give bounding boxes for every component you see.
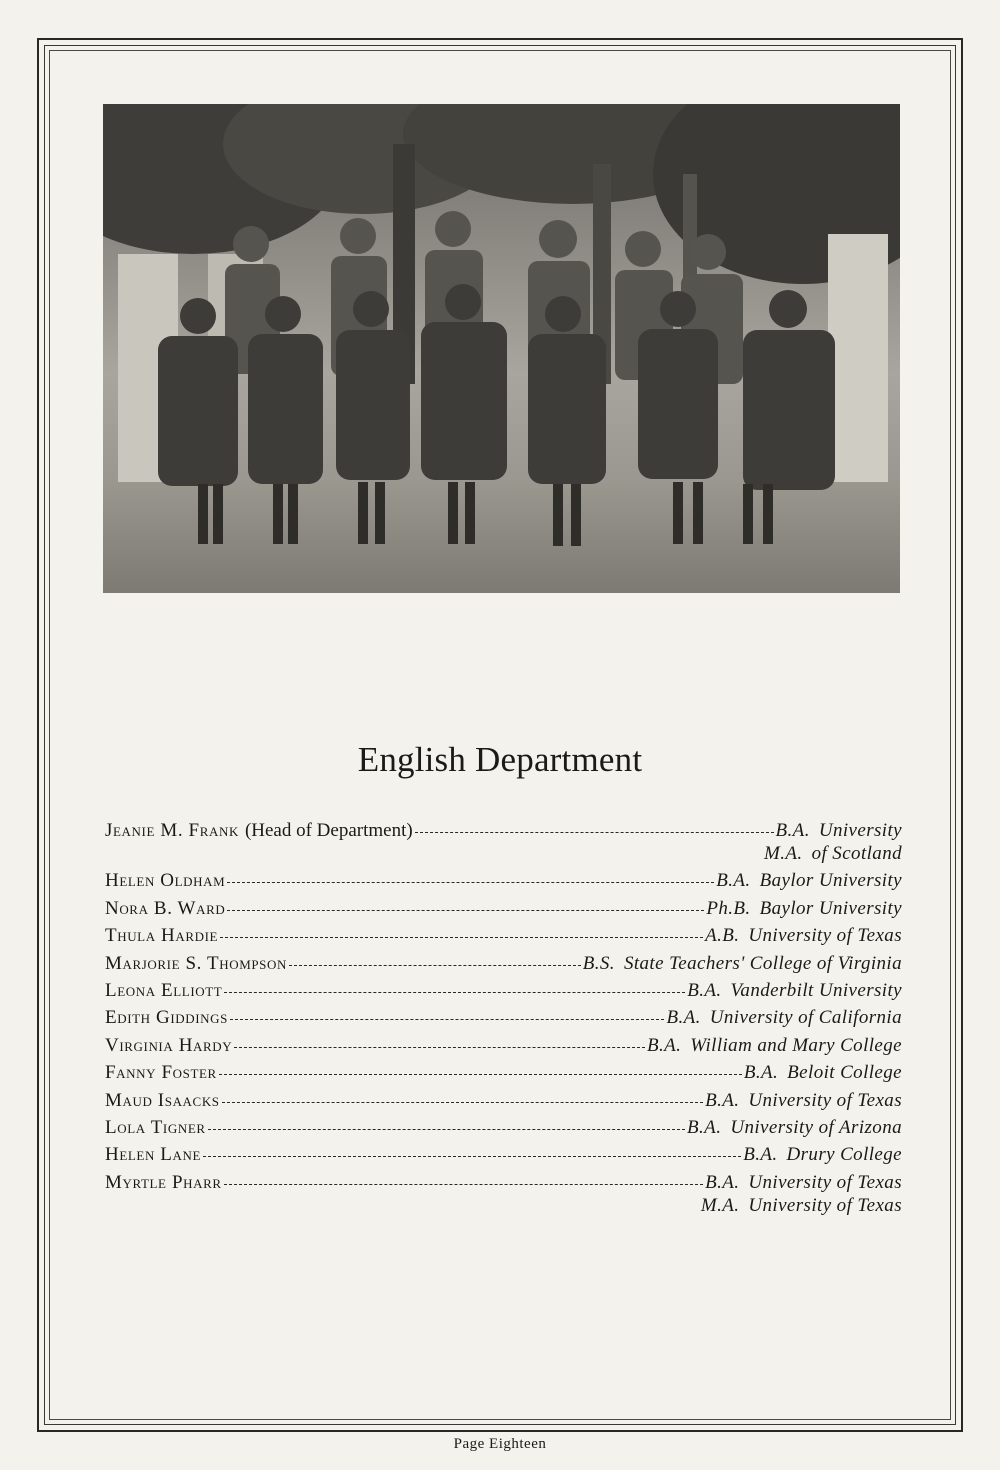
faculty-name: Helen Oldham bbox=[105, 870, 226, 892]
faculty-extra-school: University of Texas bbox=[748, 1194, 902, 1216]
faculty-school: Baylor University bbox=[759, 897, 902, 919]
faculty-name: Virginia Hardy bbox=[105, 1034, 233, 1056]
faculty-degree: A.B. bbox=[705, 925, 740, 947]
faculty-degree: B.A. bbox=[775, 820, 810, 841]
faculty-name: Jeanie M. Frank bbox=[105, 820, 239, 841]
faculty-name: Lola Tigner bbox=[105, 1116, 206, 1138]
faculty-name: Marjorie S. Thompson bbox=[105, 952, 287, 974]
faculty-row bbox=[105, 898, 902, 925]
faculty-degree: B.S. bbox=[582, 952, 615, 974]
dot-leader bbox=[234, 1047, 645, 1048]
faculty-name: Leona Elliott bbox=[105, 979, 223, 1001]
faculty-degree: B.A. bbox=[705, 1171, 740, 1193]
faculty-row bbox=[105, 1172, 902, 1195]
faculty-row bbox=[105, 1035, 902, 1062]
faculty-school: University of Texas bbox=[748, 1171, 902, 1193]
dot-leader bbox=[224, 1184, 703, 1185]
dot-leader bbox=[220, 937, 703, 938]
faculty-degree: B.A. bbox=[743, 1062, 779, 1084]
faculty-row bbox=[105, 1062, 902, 1089]
faculty-row bbox=[105, 1090, 902, 1117]
faculty-extra-degree: M.A. bbox=[700, 1194, 740, 1216]
faculty-extra-degree-row bbox=[105, 1195, 902, 1222]
faculty-degree: B.A. bbox=[687, 1116, 722, 1138]
faculty-degree: B.A. bbox=[646, 1034, 682, 1056]
faculty-note: (Head of Department) bbox=[244, 820, 413, 841]
faculty-roster bbox=[105, 820, 902, 1222]
faculty-degree: B.A. bbox=[716, 870, 751, 892]
dot-leader bbox=[219, 1074, 742, 1075]
faculty-name: Thula Hardie bbox=[105, 925, 219, 947]
faculty-name: Nora B. Ward bbox=[105, 897, 226, 919]
faculty-extra-school: of Scotland bbox=[811, 843, 902, 864]
faculty-school: Baylor University bbox=[759, 870, 902, 892]
faculty-name: Edith Giddings bbox=[105, 1007, 228, 1029]
faculty-degree: B.A. bbox=[743, 1144, 778, 1166]
faculty-extra-degree: M.A. bbox=[764, 843, 803, 864]
group-photo-illustration bbox=[103, 104, 900, 593]
faculty-name: Fanny Foster bbox=[105, 1062, 217, 1084]
faculty-school: Beloit College bbox=[787, 1062, 902, 1084]
faculty-school: University of California bbox=[709, 1007, 902, 1029]
faculty-school: State Teachers' College of Virginia bbox=[623, 952, 902, 974]
faculty-row bbox=[105, 820, 902, 843]
dot-leader bbox=[227, 910, 704, 911]
dot-leader bbox=[289, 965, 581, 966]
page-title: English Department bbox=[357, 740, 643, 779]
faculty-school: University of Texas bbox=[748, 1089, 902, 1111]
faculty-row bbox=[105, 980, 902, 1007]
faculty-row bbox=[105, 1007, 902, 1034]
faculty-school: Drury College bbox=[786, 1144, 902, 1166]
faculty-degree: B.A. bbox=[705, 1089, 740, 1111]
faculty-name: Myrtle Pharr bbox=[105, 1171, 222, 1193]
faculty-degree: B.A. bbox=[687, 979, 722, 1001]
dot-leader bbox=[227, 882, 714, 883]
dot-leader bbox=[203, 1156, 741, 1157]
faculty-row bbox=[105, 870, 902, 897]
faculty-school: Vanderbilt University bbox=[730, 979, 902, 1001]
faculty-name: Helen Lane bbox=[105, 1144, 202, 1166]
dot-leader bbox=[230, 1019, 665, 1020]
faculty-degree: B.A. bbox=[666, 1007, 701, 1029]
dot-leader bbox=[222, 1102, 703, 1103]
faculty-degree: Ph.B. bbox=[706, 897, 751, 919]
dot-leader bbox=[415, 832, 774, 833]
faculty-school: University of Arizona bbox=[730, 1116, 902, 1138]
faculty-row bbox=[105, 953, 902, 980]
faculty-extra-degree-row bbox=[105, 843, 902, 870]
dot-leader bbox=[224, 992, 685, 993]
dot-leader bbox=[208, 1129, 685, 1130]
faculty-row bbox=[105, 1117, 902, 1144]
page-number: Page Eighteen bbox=[453, 1436, 547, 1452]
faculty-name: Maud Isaacks bbox=[105, 1089, 220, 1111]
faculty-school: University bbox=[818, 820, 902, 841]
faculty-row bbox=[105, 1144, 902, 1171]
group-photograph bbox=[103, 104, 900, 593]
faculty-school: William and Mary College bbox=[690, 1034, 902, 1056]
faculty-row bbox=[105, 925, 902, 952]
faculty-school: University of Texas bbox=[748, 925, 902, 947]
